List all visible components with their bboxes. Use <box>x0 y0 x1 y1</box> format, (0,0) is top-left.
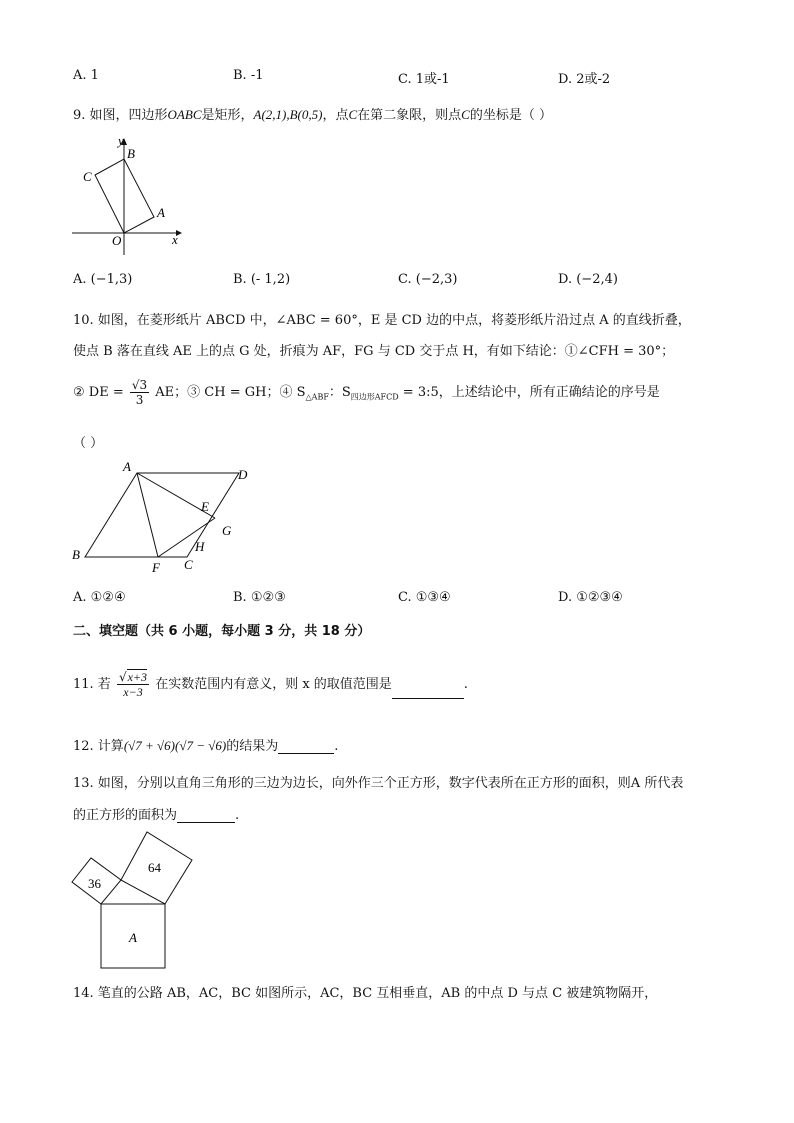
line-fg <box>158 518 215 557</box>
label-d: D <box>238 467 248 482</box>
label-x: x <box>172 232 178 247</box>
q9-option-d: D. (−2,4) <box>558 272 618 287</box>
q13-answer-blank <box>177 822 235 823</box>
q10-line3: ② DE = $\frac{√3}{3}$ AE；③ CH = GH；④ $S_{\triangle ABF}$：$S_{四边形AFCD}$ = 3:5，上述结论中，所有正确结论的序号是 <box>73 378 660 407</box>
section-fill-in-blank-heading: 二、填空题（共 6 小题，每小题 3 分，共 18 分） <box>73 624 371 639</box>
label-o: O <box>112 233 122 248</box>
q10-line4: （ ） <box>73 436 104 451</box>
q8-option-c: C. 1或-1 <box>398 72 450 87</box>
q13-figure <box>68 826 198 974</box>
q12-answer-blank <box>278 753 334 754</box>
label-a: A <box>123 459 131 474</box>
q8-option-d: D. 2或-2 <box>558 72 611 87</box>
label-b: B <box>72 547 80 562</box>
label-36: 36 <box>88 876 101 891</box>
label-g: G <box>222 523 232 538</box>
crease-af <box>137 473 158 557</box>
fraction-sqrt-x-plus-3-over-x-minus-3: $\frac{√x+3}{x-3}$ <box>118 670 148 699</box>
q12-question: 12. 计算(√7 + √6)(√7 − √6)的结果为 . <box>73 738 339 754</box>
q8-option-a: A. 1 <box>73 68 99 83</box>
q10-option-d: D. ①②③④ <box>558 590 623 605</box>
q10-option-b: B. ①②③ <box>233 590 286 605</box>
label-64: 64 <box>148 860 161 875</box>
label-h: H <box>195 539 205 554</box>
q10-option-a: A. ①②④ <box>73 590 126 605</box>
q9-figure <box>68 135 188 260</box>
q9-option-b: B. (- 1,2) <box>233 272 291 287</box>
q10-figure <box>68 455 248 580</box>
label-b: B <box>127 146 135 161</box>
q10-line2: 使点 B 落在直线 AE 上的点 G 处，折痕为 AF，FG 与 CD 交于点 H，有如下结论：①∠CFH = 30°； <box>73 344 675 359</box>
label-c: C <box>83 169 92 184</box>
q11-question: 11. 若 $\frac{√x+3}{x-3}$ 在实数范围内有意义，则 x 的取值范围是 . <box>73 670 468 699</box>
q11-answer-blank <box>392 698 464 699</box>
label-c: C <box>184 557 193 572</box>
q13-line2: 的正方形的面积为 . <box>73 808 240 823</box>
q8-option-b: B. -1 <box>233 68 264 83</box>
q9-option-a: A. (−1,3) <box>73 272 133 287</box>
label-a: A <box>157 205 165 220</box>
q13-line1: 13. 如图，分别以直角三角形的三边为边长，向外作三个正方形，数字代表所在正方形的面积，则A 所代表 <box>73 776 684 791</box>
label-y: y <box>118 135 124 148</box>
q9-option-c: C. (−2,3) <box>398 272 458 287</box>
q9-question: 9. 如图，四边形OABC是矩形，A(2,1),B(0,5)，点C在第二象限，则点C的坐标是（ ） <box>73 107 552 123</box>
q10-line1: 10. 如图，在菱形纸片 ABCD 中，∠ABC = 60°，E 是 CD 边的中点，将菱形纸片沿过点 A 的直线折叠， <box>73 313 691 328</box>
q10-option-c: C. ①③④ <box>398 590 451 605</box>
label-a: A <box>129 930 137 945</box>
q14-line1: 14. 笔直的公路 AB，AC，BC 如图所示，AC，BC 互相垂直，AB 的中点 D 与点 C 被建筑物隔开， <box>73 986 658 1001</box>
rhombus-abcd <box>85 473 239 557</box>
fraction-sqrt3-over-3: $\frac{√3}{3}$ <box>131 378 148 407</box>
label-e: E <box>201 499 209 514</box>
label-f: F <box>152 560 160 575</box>
